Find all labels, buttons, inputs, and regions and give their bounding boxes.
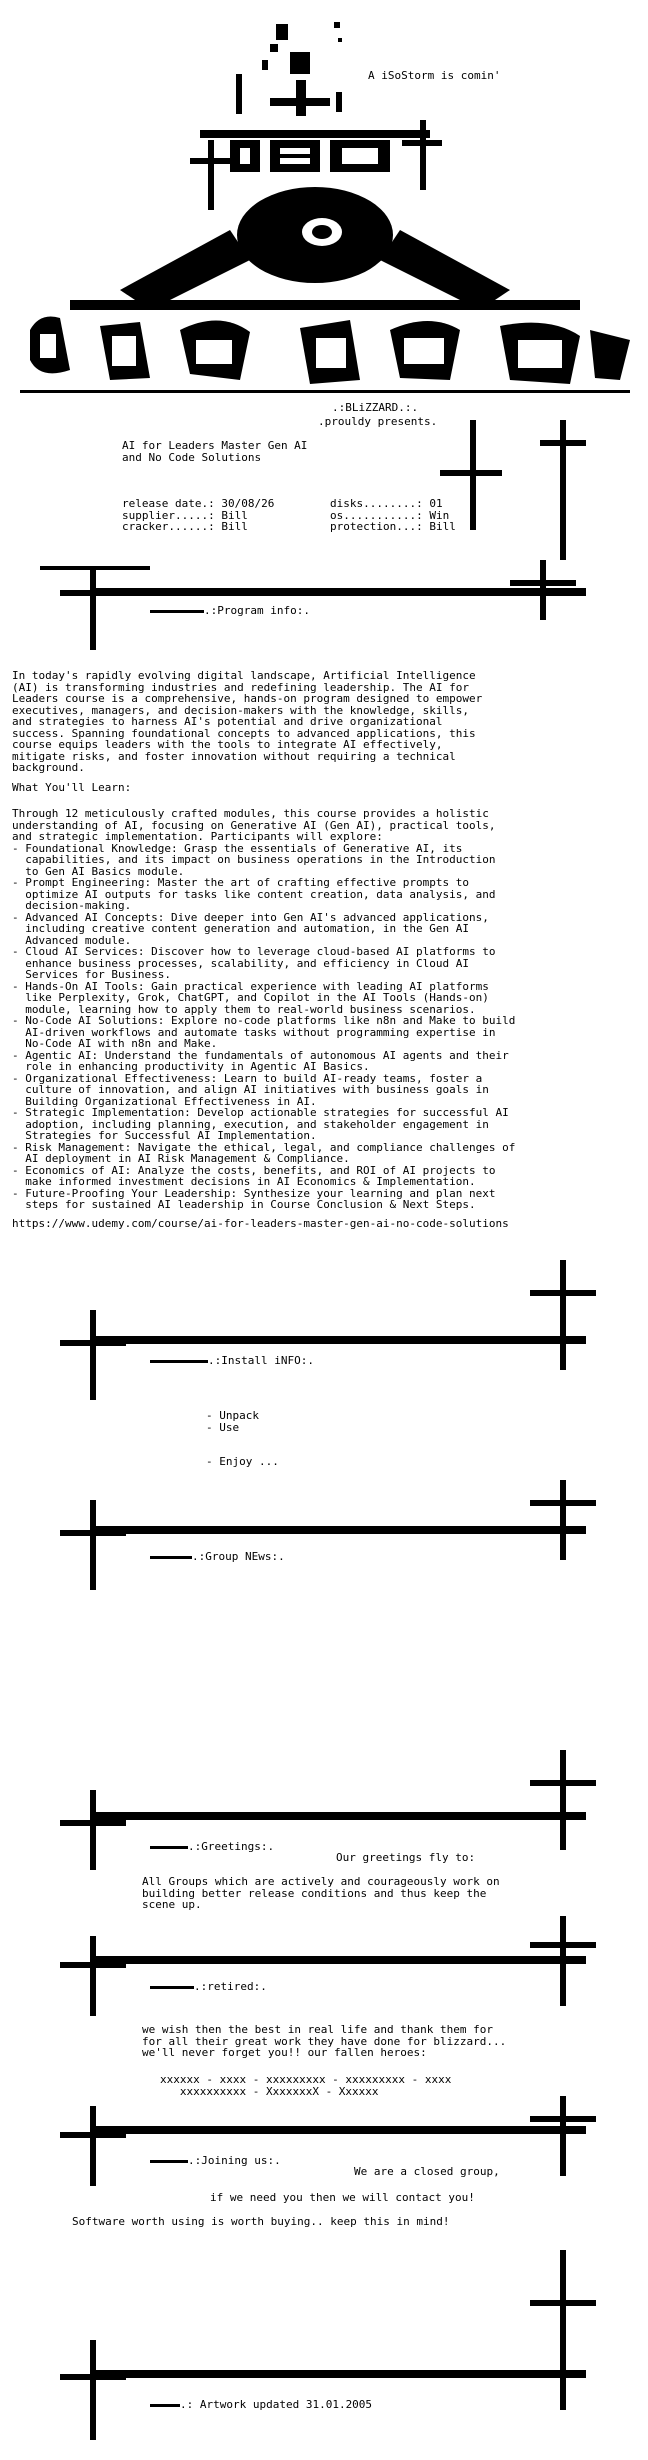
section-label-greetings: .:Greetings:. (188, 1840, 275, 1853)
section-label-program-info: .:Program info:. (204, 604, 310, 617)
section-divider (0, 1750, 648, 1870)
greetings-lead: Our greetings fly to: (336, 1851, 476, 1864)
section-label-artwork: .: Artwork updated 31.01.2005 (180, 2398, 373, 2411)
section-label-retired: .:retired:. (194, 1980, 267, 1993)
course-url-link[interactable]: https://www.udemy.com/course/ai-for-leaders-master-gen-ai-no-code-solutions (12, 1217, 509, 1230)
section-divider (0, 1916, 648, 2016)
section-divider (0, 560, 648, 650)
greetings-body: All Groups which are actively and courageously work on building better release conditions and thus keep the scene up. (142, 1875, 500, 1911)
section-divider (0, 2096, 648, 2196)
joining-line1: if we need you then we will contact you! (210, 2191, 475, 2204)
section-label-install-info: .:Install iNFO:. (208, 1354, 314, 1367)
section-divider (0, 2250, 648, 2450)
release-title: AI for Leaders Master Gen AI and No Code Solutions (122, 439, 308, 464)
joining-line2: Software worth using is worth buying.. keep this in mind! (72, 2215, 450, 2228)
group-name: .:BLiZZARD.:. (332, 401, 419, 414)
tagline: A iSoStorm is comin' (368, 69, 501, 82)
retired-body: we wish then the best in real life and thank them for for all their great work they have done for blizzard... we'll never forget you!! our fallen heroes: (142, 2023, 507, 2059)
release-fields-right: disks........: 01 os...........: Win protection...: Bill (330, 497, 456, 533)
presents-text: .prouldy presents. (318, 415, 438, 428)
retired-names: xxxxxx - xxxx - xxxxxxxxx - xxxxxxxxx - xxxx xxxxxxxxxx - XxxxxxxX - Xxxxxx (160, 2073, 452, 2098)
learn-body: Through 12 meticulously crafted modules, this course provides a holistic understanding of AI, focusing on Generative AI (Gen AI), practical tools, and strategic implementation. Participants will explore: - Foundational Knowledge: Grasp the essentials of Generative AI, its capabilities, and its impact on business operations in the Introduction to Gen AI Basics module. - Prompt Engineering: Master the art of crafting effective prompts to optimize AI outputs for tasks like content creation, data analysis, and decision-making. - Advanced AI Concepts: Dive deeper into Gen AI's advanced applications, including creative content generation and automation, in the Gen AI Advanced module. - Cloud AI Services: Discover how to leverage cloud-based AI platforms to enhance business processes, scalability, and efficiency in Cloud AI Services for Business. - Hands-On AI Tools: Gain practical experience with leading AI platforms like Perplexity, Grok, ChatGPT, and Copilot in the AI Tools (Hands-on) module, learning how to apply them to real-world business scenarios. - No-Code AI Solutions: Explore no-code platforms like n8n and Make to build AI-driven workflows and automate tasks without programming expertise in No-Code AI with n8n and Make. - Agentic AI: Understand the fundamentals of autonomous AI agents and their role in enhancing productivity in Agentic AI Basics. - Organizational Effectiveness: Learn to build AI-ready teams, foster a culture of innovation, and align AI initiatives with business goals in Building Organizational Effectiveness in AI. - Strategic Implementation: Develop actionable strategies for successful AI adoption, including planning, execution, and stakeholder engagement in Strategies for Successful AI Implementation. - Risk Management: Navigate the ethical, legal, and compliance challenges of AI deployment in AI Risk Management & Compliance. - Economics of AI: Analyze the costs, benefits, and ROI of AI projects to make informed investment decisions in AI Economics & Implementation. - Future-Proofing Your Leadership: Synthesize your learning and plan next steps for sustained AI leadership in Course Conclusion & Next Steps. (12, 807, 516, 1211)
install-steps: - Unpack - Use - Enjoy ... (206, 1409, 279, 1468)
section-label-joining: .:Joining us:. (188, 2154, 281, 2167)
logo-art (0, 0, 648, 400)
release-fields-left: release date.: 30/08/26 supplier.....: Bill cracker......: Bill (122, 497, 275, 533)
joining-lead: We are a closed group, (354, 2165, 500, 2178)
learn-heading: What You'll Learn: (12, 781, 132, 794)
section-label-group-news: .:Group NEws:. (192, 1550, 285, 1563)
section-divider (0, 1480, 648, 1590)
header-art (0, 0, 648, 400)
cross-decor (540, 440, 586, 446)
program-intro: In today's rapidly evolving digital landscape, Artificial Intelligence (AI) is transforming industries and redefining leadership. The AI for Leaders course is a comprehensive, hands-on program designed to empower executives, managers, and decision-makers with the knowledge, skills, and strategies to harness AI's potential and drive organizational success. Spanning foundational concepts to advanced applications, this course equips leaders with the tools to integrate AI effectively, mitigate risks, and foster innovation without requiring a technical background. (12, 669, 483, 774)
section-divider (0, 1250, 648, 1400)
cross-decor (440, 470, 502, 476)
